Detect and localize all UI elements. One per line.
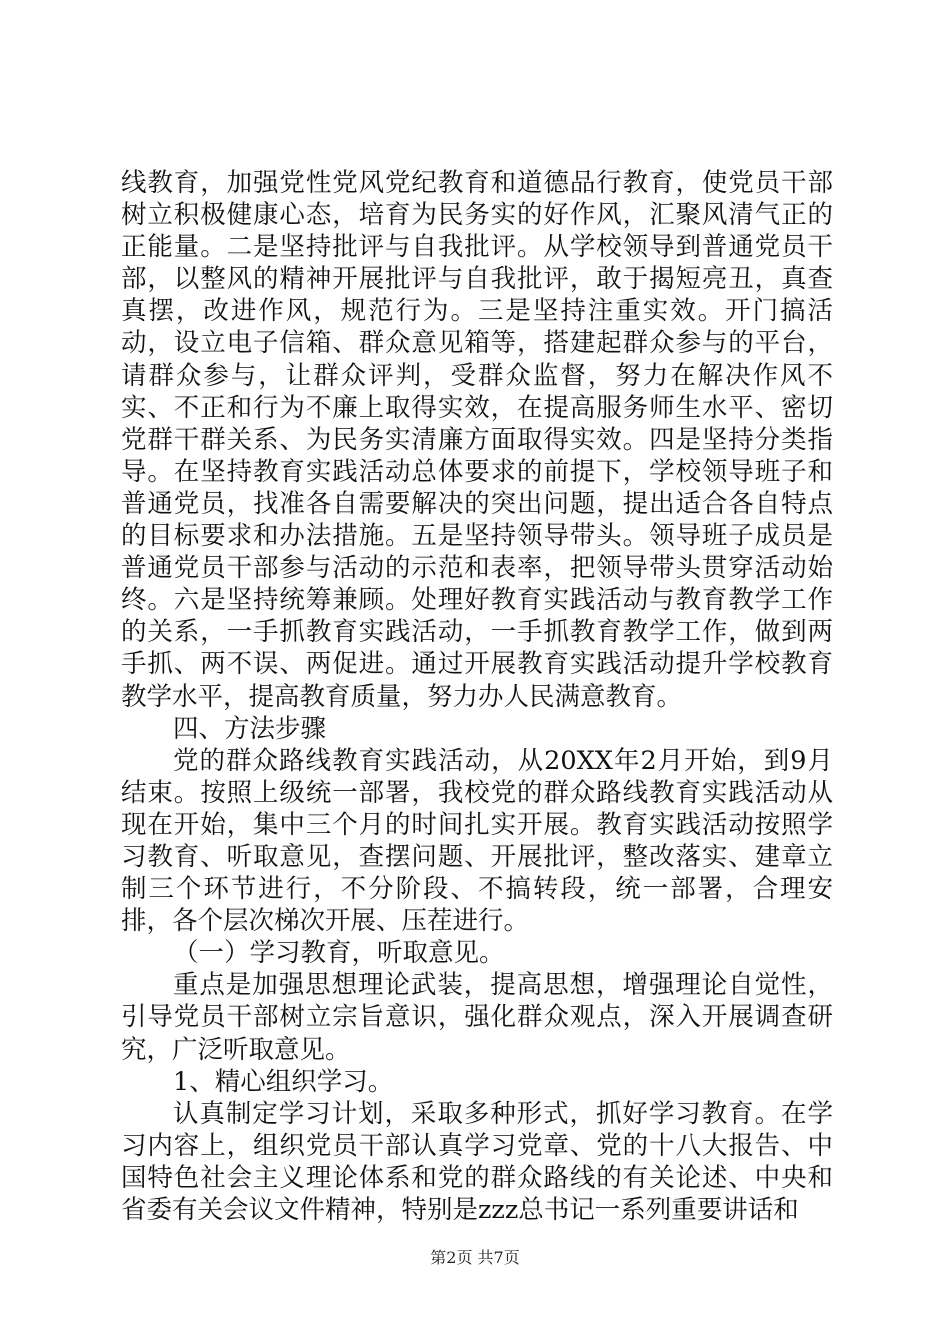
paragraph-principles: 线教育，加强党性党风党纪教育和道德品行教育，使党员干部树立积极健康心态，培育为民务实的好作风，汇聚风清气正的正能量。二是坚持批评与自我批评。从学校领导到普通党员干部，以整风的精神开展批评与自我批评，敢于揭短亮丑，真查真摆，改进作风，规范行为。三是坚持注重实效。开门搞活动，设立电子信箱、群众意见箱等，搭建起群众参与的平台，请群众参与，让群众评判，受群众监督，努力在解决作风不实、不正和行为不廉上取得实效，在提高服务师生水平、密切党群干群关系、为民务实清廉方面取得实效。四是坚持分类指导。在坚持教育实践活动总体要求的前提下，学校领导班子和普通党员，找准各自需要解决的突出问题，提出适合各自特点的目标要求和办法措施。五是坚持领导带头。领导班子成员是普通党员干部参与活动的示范和表率，把领导带头贯穿活动始终。六是坚持统筹兼顾。处理好教育实践活动与教育教学工作的关系，一手抓教育实践活动，一手抓教育教学工作，做到两手抓、两不误、两促进。通过开展教育实践活动提升学校教育教学水平，提高教育质量，努力办人民满意教育。 bbox=[121, 168, 833, 712]
paragraph-study-plan: 认真制定学习计划，采取多种形式，抓好学习教育。在学习内容上，组织党员干部认真学习党章、党的十八大报告、中国特色社会主义理论体系和党的群众路线的有关论述、中央和省委有关会议文件精神，特别是zzz总书记一系列重要讲话和 bbox=[121, 1098, 833, 1225]
item-heading-organize-study: 1、精心组织学习。 bbox=[173, 1066, 394, 1097]
section-heading-methods: 四、方法步骤 bbox=[173, 713, 327, 744]
subsection-heading-study: （一）学习教育，听取意见。 bbox=[173, 938, 505, 969]
page-footer: 第2页 共7页 bbox=[430, 1248, 520, 1267]
paragraph-focus: 重点是加强思想理论武装，提高思想，增强理论自觉性，引导党员干部树立宗旨意识，强化群众观点，深入开展调查研究，广泛听取意见。 bbox=[121, 970, 833, 1065]
document-body bbox=[121, 167, 833, 1226]
paragraph-schedule: 党的群众路线教育实践活动，从20XX年2月开始，到9月结束。按照上级统一部署，我校党的群众路线教育实践活动从现在开始，集中三个月的时间扎实开展。教育实践活动按照学习教育、听取意见，查摆问题、开展批评，整改落实、建章立制三个环节进行，不分阶段、不搞转段，统一部署，合理安排，各个层次梯次开展、压茬进行。 bbox=[121, 745, 833, 937]
